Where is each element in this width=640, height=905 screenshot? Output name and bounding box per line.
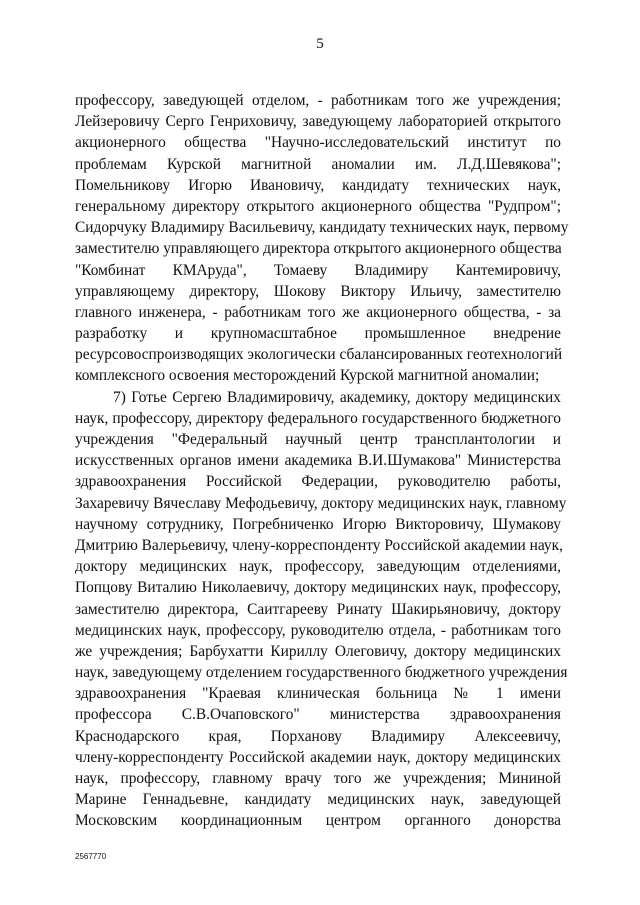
text-line: "Комбинат КМАруда", Томаеву Владимиру Кантемировичу, [75, 261, 561, 279]
text-line: разработку и крупномасштабное промышленное внедрение [75, 325, 561, 343]
document-id: 2567770 [75, 852, 107, 861]
text-line: заместителю директора, Саитгарееву Ринату Шакирьяновичу, доктору [75, 600, 561, 618]
text-line: ресурсовоспроизводящих экологически сбалансированных геотехнологий [75, 346, 563, 364]
body-text [75, 90, 569, 832]
text-line: 7) Готье Сергею Владимировичу, академику, доктору медицинских [113, 388, 561, 406]
page-number: 5 [316, 36, 324, 52]
text-line: наук, заведующему отделением государственного бюджетного учреждения [75, 664, 568, 682]
text-line: акционерного общества "Научно-исследовательский институт по [75, 134, 561, 152]
text-line: научному сотруднику, Погребниченко Игорю Викторовичу, Шумакову [75, 515, 561, 533]
text-line: Марине Геннадьевне, кандидату медицинских наук, заведующей [75, 791, 561, 809]
text-line: наук, профессору, главному врачу того же учреждения; Мининой [75, 770, 561, 787]
text-line: Лейзеровичу Серго Генриховичу, заведующему лабораторией открытого [75, 113, 561, 131]
text-line: Сидорчуку Владимиру Васильевичу, кандидату технических наук, первому [75, 219, 569, 237]
text-line: заместителю управляющего директора открытого акционерного общества [75, 240, 562, 258]
text-line: медицинских наук, профессору, руководителю отдела, - работникам того [75, 621, 561, 639]
text-line: комплексного освоения месторождений Курской магнитной аномалии; [75, 367, 540, 385]
text-line: Краснодарского края, Порханову Владимиру Алексеевичу, [75, 727, 561, 745]
text-line: здравоохранения "Краевая клиническая больница № 1 имени [75, 685, 561, 703]
text-line: главного инженера, - работникам того же акционерного общества, - за [75, 303, 561, 321]
text-line: Попцову Виталию Николаевичу, доктору медицинских наук, профессору, [75, 579, 561, 597]
text-line: учреждения "Федеральный научный центр трансплантологии и [75, 431, 561, 448]
text-line: профессора С.В.Очаповского" министерства здравоохранения [75, 706, 561, 724]
text-line: наук, профессору, директору федерального государственного бюджетного [75, 409, 561, 427]
text-line: профессору, заведующей отделом, - работникам того же учреждения; [75, 92, 561, 109]
text-line: искусственных органов имени академика В.И.Шумакова" Министерства [75, 452, 561, 470]
text-line: Помельникову Игорю Ивановичу, кандидату технических наук, [75, 176, 561, 194]
text-line: Московским координационным центром органного донорства [75, 812, 561, 830]
text-line: управляющему директору, Шокову Виктору Ильичу, заместителю [75, 282, 561, 300]
text-line: генеральному директору открытого акционерного общества "Рудпром"; [75, 197, 561, 215]
text-line: Дмитрию Валерьевичу, члену-корреспонденту Российской академии наук, [75, 536, 563, 554]
text-line: проблемам Курской магнитной аномалии им. Л.Д.Шевякова"; [75, 155, 561, 173]
text-line: Захаревичу Вячеславу Мефодьевичу, доктору медицинских наук, главному [75, 494, 567, 512]
text-line: здравоохранения Российской Федерации, руководителю работы, [75, 473, 561, 491]
text-line: члену-корреспонденту Российской академии наук, доктору медицинских [75, 748, 561, 766]
text-line: же учреждения; Барбухатти Кириллу Олеговичу, доктору медицинских [75, 642, 561, 660]
text-line: доктору медицинских наук, профессору, заведующим отделениями, [75, 558, 561, 576]
